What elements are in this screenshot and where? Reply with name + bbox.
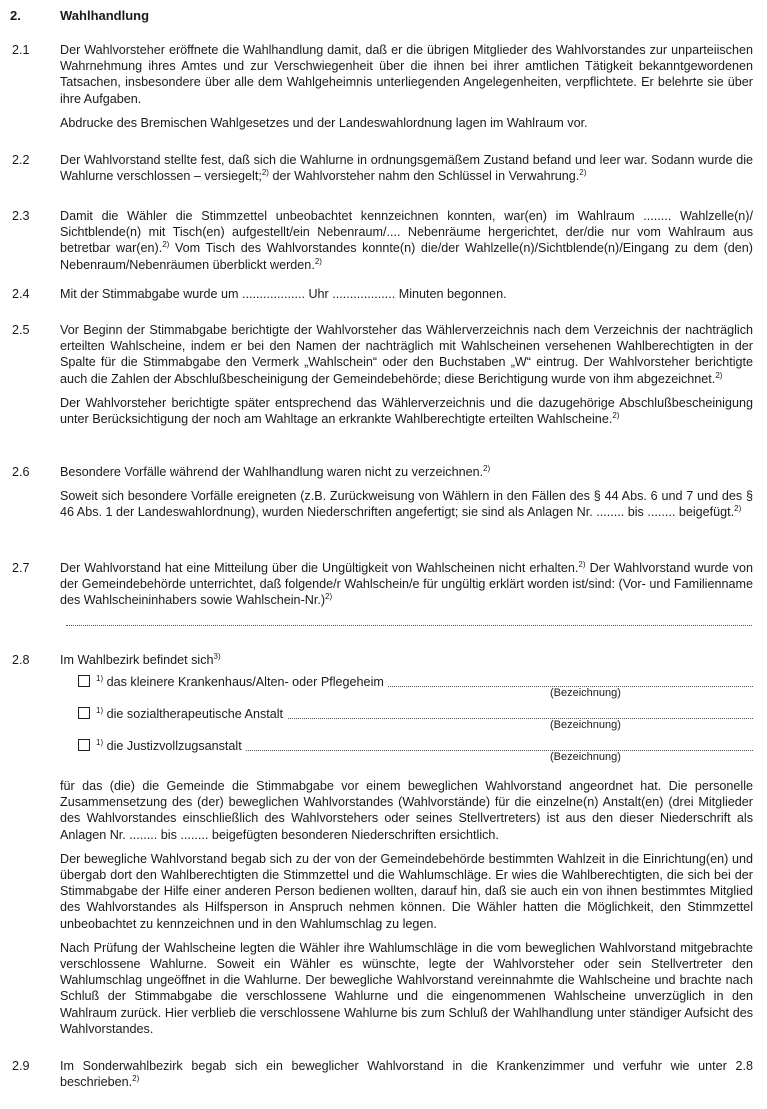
- entry-line[interactable]: [338, 686, 753, 687]
- facility-option: [78, 674, 753, 692]
- paragraph-text: Vom Tisch des Wahlvorstandes konnte(n) die/der Wahlzelle(n)/Sichtblende(n)/Eingang zu dem (den) Nebenraum/Nebenräumen überblickt werden.: [60, 241, 753, 272]
- paragraph-text: Abdrucke des Bremischen Wahlgesetzes und der Landeswahlordnung lagen im Wahlraum vor.: [60, 115, 588, 130]
- paragraph-2-1: [60, 42, 753, 131]
- paragraph-text: Im Sonderwahlbezirk begab sich ein beweglicher Wahlvorstand in die Krankenzimmer und verfuhr wie unter 2.8 beschrieben.: [60, 1059, 753, 1090]
- paragraph-2-8: [60, 778, 753, 1037]
- paragraph-text: Damit die Wähler die Stimmzettel unbeobachtet kennzeichnen konnten, war(en) im Wahlraum ........ Wahlzelle(n)/ Sichtblende(n) mit Tisch(en) aufgestellt/ein Nebenraum/.... Nebenräume hergerichtet, der/die nur vom Wahlraum aus betretbar war(en).: [60, 209, 753, 256]
- paragraph-text: Nach Prüfung der Wahlscheine legten die Wähler ihre Wahlumschläge in die vom beweglichen Wahlvorstand mitgebrachte verschlossene Wahlurne. Soweit ein Wähler es wünschte, legte der Wahlvorsteher oder sein Stellvertreter den Wahlumschlag ungeöffnet in die Wahlurne. Der bewegliche Wahlvorstand vereinnahmte die Wahlscheine und brachte nach Schluß der Stimmabgabe die verschlossene Wahlurne und die eingenommenen Wahlscheine unverzüglich in den Wahlraum zurück. Hier verblieb die verschlossene Wahlurne bis zum Schluß der Wahlhandlung unter ständiger Aufsicht des Wahlvorstandes.: [60, 940, 753, 1036]
- paragraph-number: 2.7: [12, 561, 30, 575]
- footnote-ref: 2): [132, 1074, 140, 1084]
- facility-option: [78, 738, 753, 756]
- footnote-ref: 2): [314, 256, 322, 266]
- option-label: das kleinere Krankenhaus/Alten- oder Pflegeheim: [106, 675, 384, 689]
- footnote-ref: 1): [96, 674, 104, 683]
- footnote-ref: 3): [213, 652, 221, 661]
- paragraph-number: 2.2: [12, 153, 30, 167]
- paragraph-text: Der Wahlvorsteher berichtigte später entsprechend das Wählerverzeichnis und die dazugehörige Abschlußbescheinigung unter Berücksichtigung der noch am Wahltage an erkrankte Wahlberechtigte erteilten Wahlscheine.: [60, 395, 753, 427]
- footnote-ref: 1): [96, 738, 104, 747]
- footnote-ref: 2): [578, 560, 586, 569]
- footnote-ref: 2): [579, 168, 587, 178]
- paragraph-text: Der Wahlvorstand wurde von der Gemeindebehörde unterrichtet, daß folgende/r Wahlschein/e für ungültig erklärt worden ist/sind: (Vor- und Familienname des Wahlscheininhabers sowie Wahlschein-Nr.): [60, 561, 753, 608]
- field-caption: (Bezeichnung): [550, 751, 621, 763]
- facility-option: [78, 706, 753, 724]
- paragraph-2-6: [60, 464, 753, 521]
- checkbox[interactable]: [78, 675, 90, 687]
- paragraph-text: für das (die) die Gemeinde die Stimmabgabe vor einem beweglichen Wahlvorstand angeordnet hat. Die personelle Zusammensetzung des (der) beweglichen Wahlvorstandes (Wahlvorstände) für die einzelne(n) Anstalt(en) (drei Mitglieder des Wahlvorstandes einschließlich des Wahlvorstehers oder seines Stellvertreters) ist aus den dieser Niederschrift als Anlagen Nr. ........ bis ........ beigefügten besonderen Niederschriften ersichtlich.: [60, 779, 753, 842]
- paragraph-2-5: [60, 322, 753, 427]
- entry-line[interactable]: [228, 750, 753, 751]
- paragraph-number: 2.9: [12, 1059, 30, 1073]
- entry-line[interactable]: [66, 624, 752, 626]
- checkbox[interactable]: [78, 739, 90, 751]
- paragraph-2-8-intro: [60, 652, 753, 668]
- section-number: 2.: [10, 8, 21, 23]
- paragraph-text: Der Wahlvorsteher eröffnete die Wahlhandlung damit, daß er die übrigen Mitglieder des Wahlvorstandes zur unparteiischen Wahrnehmung ihres Amtes und zur Verschwiegenheit über die ihnen bei ihrer amtlichen Tätigkeit bekanntgewordenen Tatsachen, insbesondere über alle dem Wahlgeheimnis unterliegenden Angelegenheiten, verpflichtete. Er belehrte sie über ihre Aufgaben.: [60, 43, 753, 106]
- paragraph-2-9: [60, 1058, 753, 1090]
- paragraph-number: 2.8: [12, 653, 30, 667]
- footnote-ref: 1): [96, 706, 104, 715]
- section-title: Wahlhandlung: [60, 8, 150, 23]
- footnote-ref: 2): [162, 240, 170, 250]
- paragraph-text: Soweit sich besondere Vorfälle ereigneten (z.B. Zurückweisung von Wählern in den Fällen des § 44 Abs. 6 und 7 und des § 46 Abs. 1 der Landeswahlordnung), wurden Niederschriften angefertigt; sie sind als Anlagen Nr. ........ bis ........ beigefügt.: [60, 489, 753, 520]
- paragraph-2-3: [60, 208, 753, 273]
- paragraph-2-4: [60, 286, 753, 302]
- footnote-ref: 2): [612, 411, 620, 421]
- paragraph-text: Im Wahlbezirk befindet sich: [60, 653, 214, 667]
- field-caption: (Bezeichnung): [550, 687, 621, 699]
- paragraph-number: 2.3: [12, 209, 30, 223]
- paragraph-text: Der bewegliche Wahlvorstand begab sich zu der von der Gemeindebehörde bestimmten Wahlzeit in die Einrichtung(en) und übergab dort den Wahlberechtigten die Stimmzettel und die Wahlumschläge. Er wies die Wahlberechtigten, die sich bei der Stimmabgabe der Hilfe einer anderen Person bedienen wollten, darauf hin, daß sie auch ein von ihnen bestimmtes Mitglied des Wahlvorstandes als Hilfsperson in Anspruch nehmen können. Die Wähler hatten die Möglichkeit, den Stimmzettel unbeobachtet zu kennzeichnen und in den Wahlumschlag zu legen.: [60, 851, 753, 931]
- footnote-ref: 2): [483, 464, 491, 473]
- paragraph-2-7: [60, 560, 753, 609]
- paragraph-text: Der Wahlvorstand hat eine Mitteilung über die Ungültigkeit von Wahlscheinen nicht erhalten.: [60, 561, 579, 575]
- checkbox[interactable]: [78, 707, 90, 719]
- paragraph-number: 2.1: [12, 43, 30, 57]
- paragraph-text: Der Wahlvorstand stellte fest, daß sich die Wahlurne in ordnungsgemäßem Zustand befand und leer war. Sodann wurde die Wahlurne verschlossen – versiegelt;: [60, 153, 753, 184]
- footnote-ref: 2): [734, 504, 742, 514]
- paragraph-text: Besondere Vorfälle während der Wahlhandlung waren nicht zu verzeichnen.: [60, 465, 484, 479]
- option-label: die Justizvollzugsanstalt: [106, 739, 242, 753]
- paragraph-number: 2.6: [12, 465, 30, 479]
- paragraph-text: Vor Beginn der Stimmabgabe berichtigte der Wahlvorsteher das Wählerverzeichnis nach dem Verzeichnis der nachträglich erteilten Wahlscheine, indem er bei den Namen der nachträglich mit Wahlscheinen versehenen Wahlberechtigten in der Spalte für die Stimmabgabe den Vermerk „Wahlschein“ oder den Buchstaben „W“ eintrug. Der Wahlvorsteher berichtigte auch die Zahlen der Abschlußbescheinigung der Gemeindebehörde; diese Berichtigung wurde von ihm abgezeichnet.: [60, 323, 753, 386]
- entry-line[interactable]: [238, 718, 753, 719]
- paragraph-number: 2.5: [12, 323, 30, 337]
- field-caption: (Bezeichnung): [550, 719, 621, 731]
- option-label: die sozialtherapeutische Anstalt: [106, 707, 284, 721]
- paragraph-text: der Wahlvorsteher nahm den Schlüssel in Verwahrung.: [272, 169, 580, 184]
- paragraph-text: Mit der Stimmabgabe wurde um .................. Uhr .................. Minuten begonnen.: [60, 287, 507, 301]
- footnote-ref: 2): [715, 370, 723, 380]
- paragraph-2-2: [60, 152, 753, 184]
- footnote-ref: 2): [325, 592, 333, 602]
- paragraph-number: 2.4: [12, 287, 30, 301]
- footnote-ref: 2): [261, 168, 269, 178]
